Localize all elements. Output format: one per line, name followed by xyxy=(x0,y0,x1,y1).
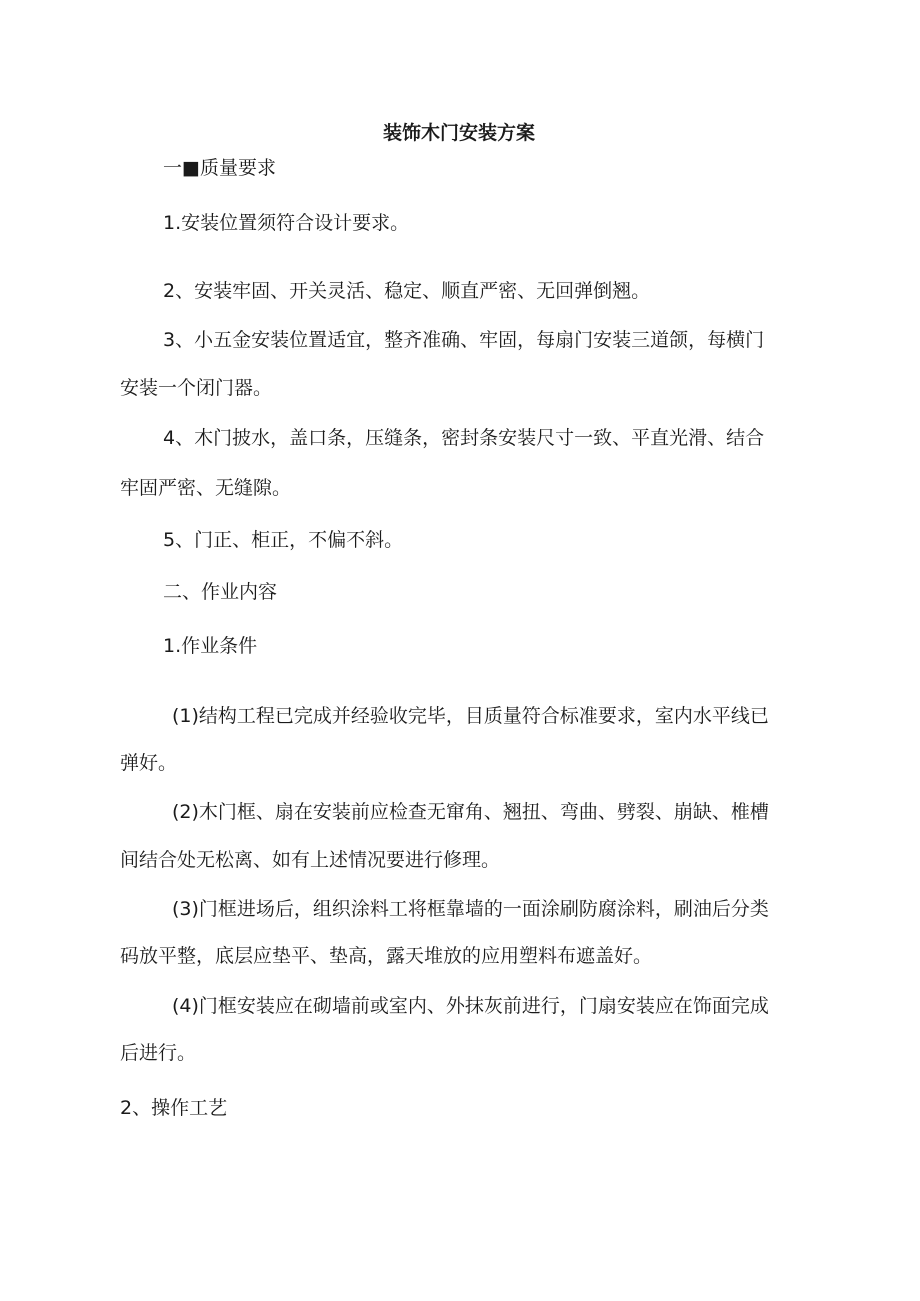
quality-item-2: 2、安装牢固、开关灵活、稳定、顺直严密、无回弹倒翘。 xyxy=(163,280,651,302)
subheading-conditions: 1.作业条件 xyxy=(163,635,258,657)
document-title: 装饰木门安装方案 xyxy=(383,122,536,144)
quality-item-4-line-1: 4、木门披水，盖口条，压缝条，密封条安装尺寸一致、平直光滑、结合 xyxy=(163,427,765,449)
condition-1-line-2: 弹好。 xyxy=(120,752,178,774)
condition-2-line-2: 间结合处无松离、如有上述情况要进行修理。 xyxy=(120,849,501,871)
condition-2-line-1: (2)木门框、扇在安装前应检查无窜角、翘扭、弯曲、劈裂、崩缺、椎槽 xyxy=(172,801,769,823)
quality-item-4-line-2: 牢固严密、无缝隙。 xyxy=(120,477,292,499)
condition-4-line-1: (4)门框安装应在砌墙前或室内、外抹灰前进行，门扇安装应在饰面完成 xyxy=(172,995,769,1017)
quality-item-5: 5、门正、柜正，不偏不斜。 xyxy=(163,529,404,551)
section-heading-quality: 一■质量要求 xyxy=(163,157,276,179)
section-heading-work: 二、作业内容 xyxy=(163,581,278,603)
subheading-process: 2、操作工艺 xyxy=(120,1097,228,1119)
quality-item-3-line-2: 安装一个闭门器。 xyxy=(120,377,273,399)
condition-3-line-1: (3)门框进场后，组织涂料工将框靠墙的一面涂刷防腐涂料，刷油后分类 xyxy=(172,898,769,920)
quality-item-3-line-1: 3、小五金安装位置适宜，整齐准确、牢固，每扇门安装三道颌，每横门 xyxy=(163,329,765,351)
condition-1-line-1: (1)结构工程已完成并经验收完毕，目质量符合标准要求，室内水平线已 xyxy=(172,705,769,727)
condition-4-line-2: 后进行。 xyxy=(120,1042,197,1064)
quality-item-1: 1.安装位置须符合设计要求。 xyxy=(163,212,410,234)
condition-3-line-2: 码放平整，底层应垫平、垫高，露天堆放的应用塑料布遮盖好。 xyxy=(120,945,653,967)
